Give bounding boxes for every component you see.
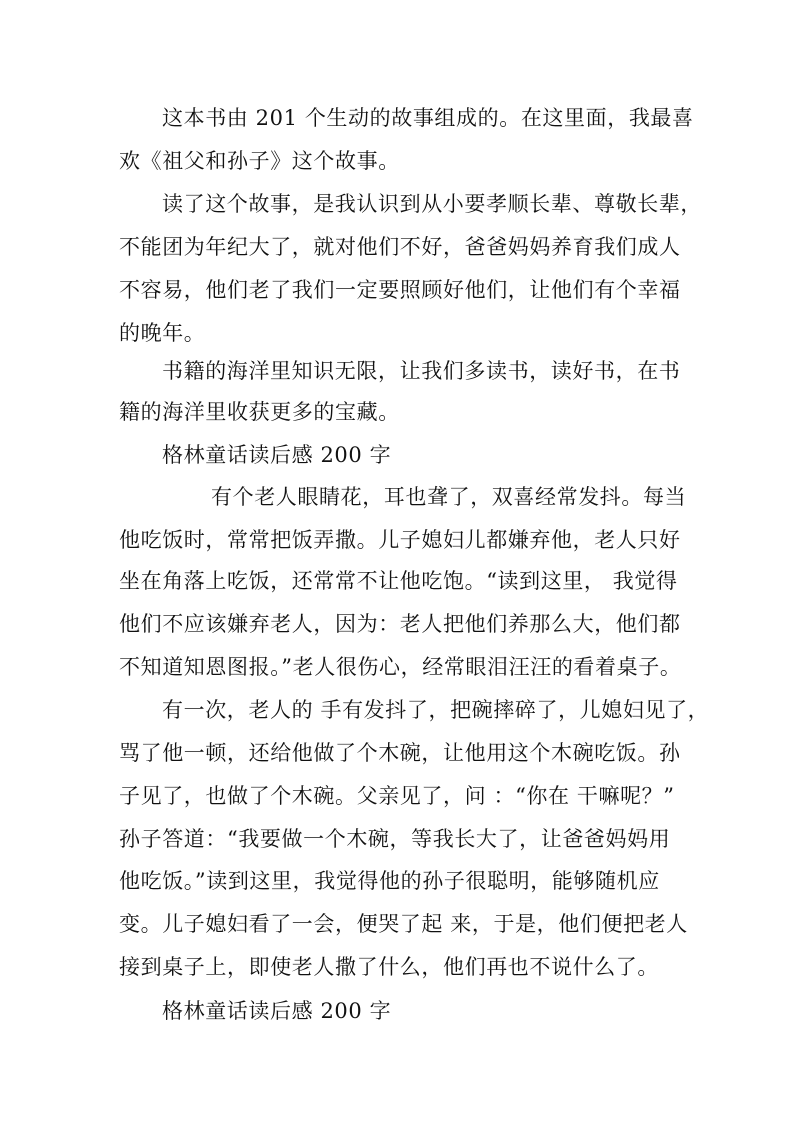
text-line-12: 坐在角落上吃饭，还常常不让他吃饱。“读到这里， 我觉得 bbox=[119, 569, 678, 593]
text-line-1: 这本书由 201 个生动的故事组成的。在这里面，我最喜 bbox=[162, 106, 694, 130]
text-line-21: 接到桌子上，即使老人撒了什么，他们再也不说什么了。 bbox=[119, 955, 659, 979]
text-line-18: 孙子答道：“我要做一个木碗，等我长大了，让爸爸妈妈用 bbox=[119, 827, 671, 851]
text-line-15: 有一次，老人的 手有发抖了，把碗摔碎了，儿媳妇见了， bbox=[162, 698, 710, 722]
text-line-8: 籍的海洋里收获更多的宝藏。 bbox=[119, 400, 400, 424]
text-line-19: 他吃饭。”读到这里，我觉得他的孙子很聪明，能够随机应 bbox=[119, 869, 660, 893]
section-heading-2: 格林童话读后感 200 字 bbox=[162, 999, 392, 1023]
text-line-14: 不知道知恩图报。”老人很伤心，经常眼泪汪汪的看着桌子。 bbox=[119, 655, 682, 679]
text-line-4: 不能团为年纪大了，就对他们不好，爸爸妈妈养育我们成人 bbox=[119, 235, 681, 259]
text-line-17: 子见了，也做了个木碗。父亲见了，问 ：“你在 干嘛呢？” bbox=[119, 784, 675, 808]
text-line-16: 骂了他一顿，还给他做了个木碗，让他用这个木碗吃饭。孙 bbox=[119, 741, 681, 765]
text-line-5: 不容易，他们老了我们一定要照顾好他们，让他们有个幸福 bbox=[119, 278, 681, 302]
text-line-3: 读了这个故事，是我认识到从小要孝顺长辈、尊敬长辈， bbox=[162, 192, 702, 216]
text-line-11: 他吃饭时，常常把饭弄撒。儿子媳妇儿都嫌弃他，老人只好 bbox=[119, 528, 681, 552]
text-line-20: 变。儿子媳妇看了一会，便哭了起 来，于是，他们便把老人 bbox=[119, 912, 688, 936]
text-line-13: 他们不应该嫌弃老人，因为：老人把他们养那么大，他们都 bbox=[119, 612, 681, 636]
text-line-10: 有个老人眼睛花，耳也聋了，双喜经常发抖。每当 bbox=[211, 485, 687, 509]
text-line-2: 欢《祖父和孙子》这个故事。 bbox=[119, 149, 400, 173]
section-heading-1: 格林童话读后感 200 字 bbox=[162, 443, 392, 467]
text-line-6: 的晚年。 bbox=[119, 321, 206, 345]
text-line-7: 书籍的海洋里知识无限，让我们多读书，读好书，在书 bbox=[162, 359, 681, 383]
